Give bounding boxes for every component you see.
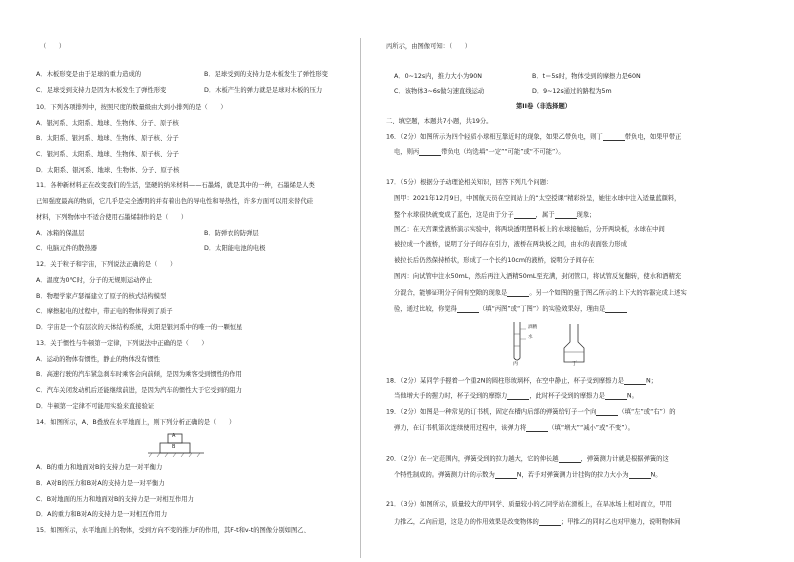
q14-option-c: C．B对地面的压力和地面对B的支持力是一对相互作用力 [36, 496, 194, 503]
q20-blank-1[interactable] [559, 455, 581, 463]
q9-paren: （ ） [40, 43, 66, 50]
q17-figure-water-label: 水 [528, 335, 533, 340]
q11-option-b: B．防弹衣的防弹层 [204, 230, 259, 237]
q16-blank-2[interactable] [419, 148, 441, 156]
section-subtitle: 二、填空题，本题共7小题，共19分。 [386, 118, 493, 125]
q9-option-b: B．足球受到的支持力是木板发生了弹性形变 [204, 71, 328, 78]
q14-figure-label-b: B [172, 444, 176, 450]
q10-option-d: D．太阳系、银河系、地球、生物体、分子、原子核 [36, 167, 180, 174]
q10-stem: 10．下列各项排列中，按照尺度的数量级由大到小排列的是（ ） [36, 104, 227, 111]
q20-blank-3[interactable] [629, 471, 651, 479]
q20-blank-2[interactable] [495, 471, 517, 479]
q17-line-3: 图乙：在天宫课堂液桥演示实验中，将两块透明塑料板上的水球接触后，分开两块板，水球在中间 [394, 226, 665, 233]
q11-option-c: C．电脑元件的散热器 [36, 245, 98, 252]
q16-line-2: 电，则丙 带负电（均选填“一定”“可能”或“不可能”）。 [394, 148, 565, 156]
q17-figure-bing-label: 丙 [513, 361, 519, 367]
q19-blank-2[interactable] [526, 424, 548, 432]
q17-line-6: 被拉长后仍然保持桥状，形成了一个长约10cm的液桥，说明分子间存在 [394, 257, 595, 264]
q12-option-c: C．摩擦起电的过程中，带正电的物体得到了质子 [36, 308, 173, 315]
q10-option-c: C．银河系、太阳系、地球、生物体、原子核、分子 [36, 151, 179, 158]
q14-figure-label-a: A [172, 433, 176, 439]
q10-option-a: A．银河系、太阳系、地球、生物体、分子、原子核 [36, 120, 179, 127]
q21-line-2: 力推乙，乙向后退，这是力的作用效果是改变物体的 ；甲推乙的同时乙也对甲施力，说明物体间 [394, 518, 681, 526]
q21-line-1: 21．（3分）如图所示，质量较大的甲同学、质量较小的乙同学站在滑板上，在旱冰场上相对而立，甲用 [386, 501, 672, 508]
q9-option-a: A．木板形变是由于足球的重力造成的 [36, 71, 142, 78]
q13-option-a: A．运动的物体有惯性，静止的物体没有惯性 [36, 356, 160, 363]
section-title: 第II卷（非选择题） [516, 103, 572, 110]
q15-option-c: C．该物体3~6s做匀速直线运动 [394, 88, 485, 95]
q15-option-d: D．9~12s通过的路程为5m [532, 88, 612, 95]
q14-option-b: B．A对B的压力和B对A的支持力是一对平衡力 [36, 480, 165, 487]
q19-blank-1[interactable] [596, 408, 618, 416]
q13-option-d: D．牛顿第一定律不可能用实验来直接验证 [36, 403, 155, 410]
q17-line-2: 整个水球很快就变成了蓝色，这是由于分子 ，属于 现象； [394, 211, 596, 219]
q14-figure [148, 432, 208, 460]
q9-option-d: D．木板产生的弹力就是足球对木板的压力 [204, 87, 323, 94]
q11-line-1: 11．各种新材料正在改变我们的生活，坚硬的纳米材料——石墨烯，就是其中的一种，石墨烯是人类 [36, 182, 315, 189]
q18-blank-3[interactable] [605, 392, 627, 400]
q18-line-2: 当他增大手的握力时，杯子受到的摩擦力 ，此时杯子受到的摩擦力是 N。 [394, 392, 638, 400]
q16-line-1: 16．（2分）如图所示为四个轻质小球相互靠近时的现象，如果乙带负电，则丁 带负电，如果甲带正 [386, 133, 682, 141]
q17-figure-ding-label: 丁 [572, 361, 578, 367]
q14-option-a: A．B的重力和地面对B的支持力是一对平衡力 [36, 464, 163, 471]
q17-blank-1[interactable] [514, 211, 536, 219]
q12-option-b: B．物理学家卢瑟福建立了原子的核式结构模型 [36, 293, 167, 300]
q21-blank-1[interactable] [539, 518, 561, 526]
q11-line-3: 材料，下列物体中不适合使用石墨烯制作的是（ ） [36, 214, 188, 221]
q19-line-2: 弹力，在订书机第次连续使用过程中，该弹力将 （填“增大”“减小”或“不变”）。 [394, 424, 634, 432]
q18-line-1: 18．（2分）某同学手握着一个重2N的圆柱形玻璃杯，在空中静止，杯子受到摩擦力是 N； [386, 377, 657, 385]
q15-option-a: A．0~12s内，推力大小为90N [394, 73, 482, 80]
q12-option-a: A．温度为0℃时，分子的无规则运动停止 [36, 277, 153, 284]
q17-stem: 17．（5分）根据分子动理论相关知识，回答下列几个问题： [386, 179, 553, 186]
q17-line-9: 验，通过比较，你觉得 （填“丙图”或“丁图”）的实验效果好，理由是 [394, 305, 627, 313]
q20-line-1: 20．（2分）在一定范围内，弹簧受到的拉力越大，它的伸长越 ，弹簧测力计就是根据弹簧的这 [386, 455, 669, 463]
q17-blank-2[interactable] [555, 211, 577, 219]
q17-figure-alcohol-label: 酒精 [528, 325, 538, 330]
q15-continuation: 丙所示，由图像可知：（ ） [386, 43, 472, 50]
q17-blank-3[interactable] [507, 289, 529, 297]
q17-line-7: 图丙：向试管中注水50mL，然后再注入酒精50mL至充满，封闭管口，将试管反复翻转，使水和酒精充 [394, 273, 682, 280]
q15-line-1: 15．如图所示，水平地面上的物体，受到方向不变的推力F的作用，其F-t和v-t的图像分别如图乙、 [36, 527, 310, 534]
q17-line-8: 分混合，能够证明分子间有空隙的现象是 。另一个如图的量于图乙所示的上下大的容器完成上述实 [394, 289, 687, 297]
q17-blank-5[interactable] [605, 305, 627, 313]
q15-option-b: B．t＝5s时，物体受到的摩擦力是60N [532, 73, 641, 80]
q17-blank-4[interactable] [457, 305, 479, 313]
left-column [0, 0, 380, 562]
q19-line-1: 19．（2分）如图是一种常见的订书机，固定在槽内后部的弹簧给钉子一个向 （填“左”或“右”）的 [386, 408, 676, 416]
right-column [380, 0, 794, 562]
q13-stem: 13．关于惯性与牛顿第一定律，下列说法中正确的是（ ） [36, 340, 208, 347]
q11-option-a: A．冰箱的保温层 [36, 230, 85, 237]
q13-option-c: C．汽车关闭发动机后还能继续前进，是因为汽车的惯性大于它受到的阻力 [36, 387, 242, 394]
q12-option-d: D．宇宙是一个有层次的天体结构系统，太阳是银河系中的唯一的一颗恒星 [36, 324, 243, 331]
q20-line-2: 个特性制成的。弹簧测力计的示数为 N，若手对弹簧测力计挂钩的拉力大小为 N。 [394, 471, 662, 479]
q13-option-b: B．高速行驶的汽车紧急刹车时乘客会向前倾，是因为乘客受到惯性的作用 [36, 371, 242, 378]
q18-blank-2[interactable] [507, 392, 529, 400]
q14-option-d: D．A的重力和B对A的支持力是一对相互作用力 [36, 511, 168, 518]
q10-option-b: B．太阳系、银河系、地球、生物体、原子核、分子 [36, 135, 179, 142]
q11-line-2: 已知强度最高的物质，它几乎是完全透明的并有着出色的导电性和导热性，许多方面可以用来替代硅 [36, 198, 314, 205]
q16-blank-1[interactable] [603, 133, 625, 141]
q17-line-4: 被拉成一个液桥，说明了分子间存在引力，液桥在两块板之间，由水的表面张力形成 [394, 241, 627, 248]
q9-option-c: C．足球受到支持力是因为木板发生了弹性形变 [36, 87, 167, 94]
q18-blank-1[interactable] [624, 377, 646, 385]
q14-stem: 14．如图所示，A、B叠放在水平地面上，则下列分析正确的是（ ） [36, 419, 236, 426]
q17-line-1: 图甲：2021年12月9日，中国航天员在空间站上的“太空授课”精彩纷呈，她往水球中注入适量蓝颜料， [394, 195, 681, 202]
q11-option-d: D．太阳能电池的电极 [204, 245, 266, 252]
q12-stem: 12．关于粒子和宇宙，下列说法正确的是（ ） [36, 261, 177, 268]
